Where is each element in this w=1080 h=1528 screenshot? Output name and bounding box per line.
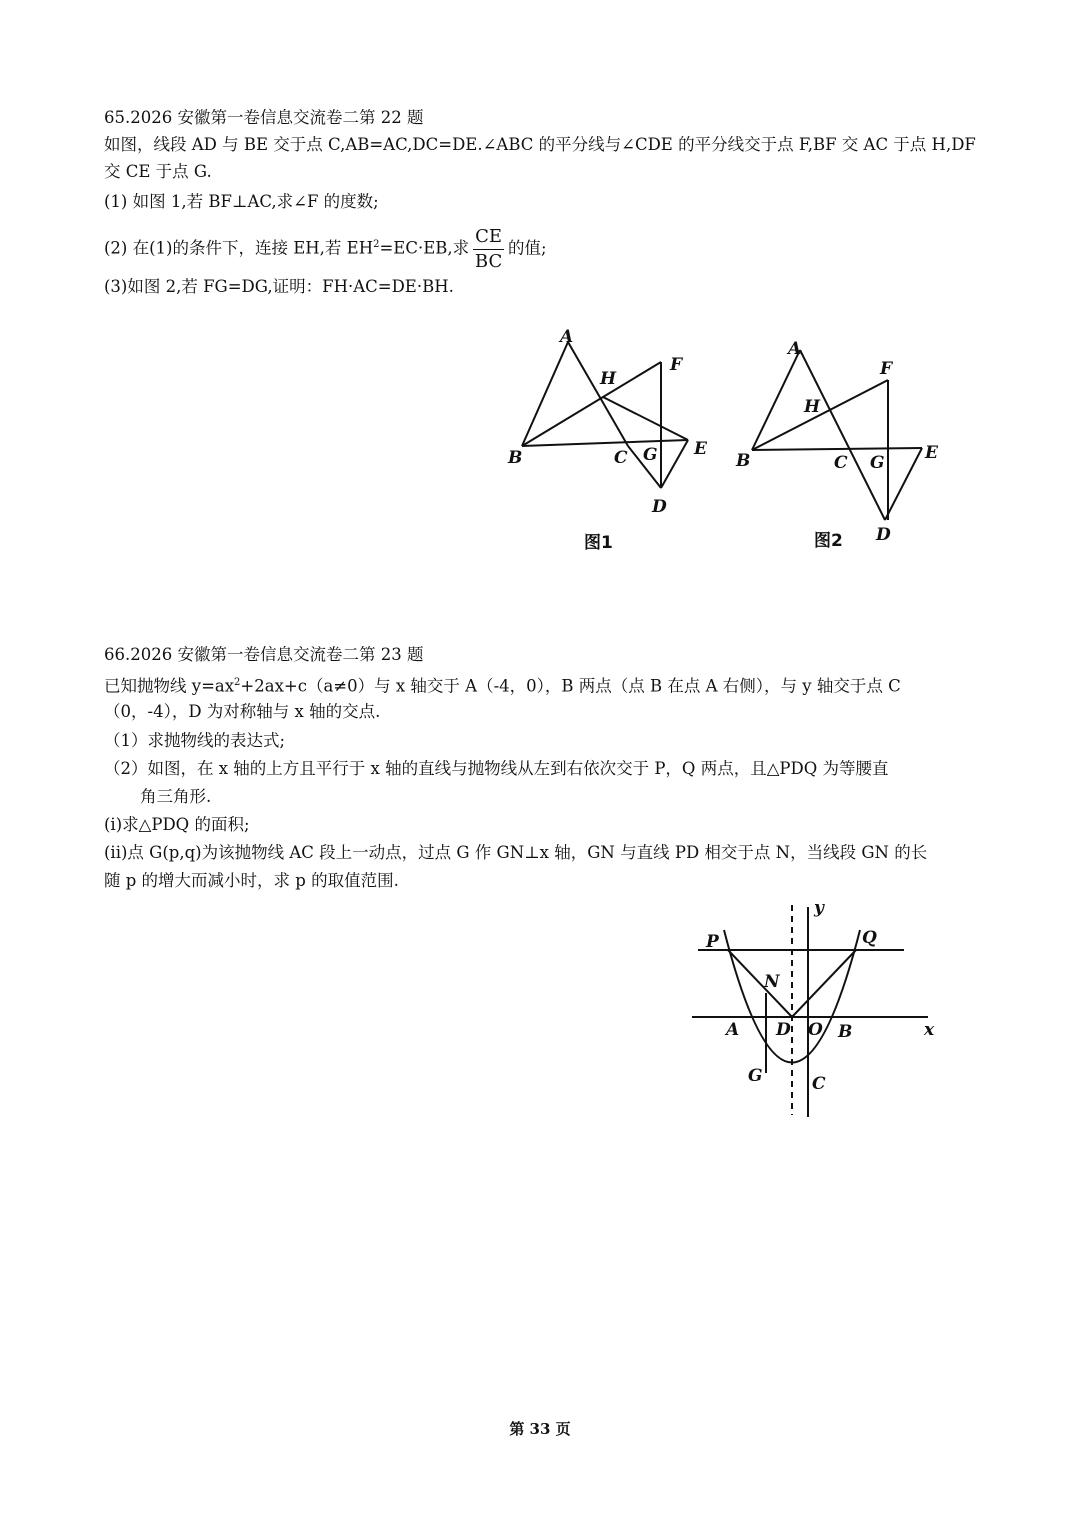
q65-part2 — [104, 222, 547, 272]
q66-stem-line2: （0，-4），D 为对称轴与 x 轴的交点. — [104, 702, 381, 721]
fig2-label-C: C — [834, 453, 848, 473]
q66-part1: （1）求抛物线的表达式; — [104, 731, 286, 750]
fig66-label-O: O — [808, 1020, 823, 1040]
fig2-label-G: G — [870, 453, 885, 473]
q65-figure2 — [730, 320, 960, 560]
q66-figure — [680, 895, 950, 1120]
q65-figure1 — [500, 320, 730, 560]
q66-stem-line1 — [104, 672, 901, 698]
fig66-label-x: x — [924, 1020, 935, 1040]
fig66-label-Q: Q — [862, 928, 877, 948]
fig1-label-C: C — [614, 448, 628, 468]
fig66-label-y: y — [814, 898, 824, 918]
fig1-label-A: A — [560, 327, 574, 347]
fig2-label-H: H — [804, 397, 821, 417]
fig2-caption: 图2 — [814, 531, 843, 551]
q65-stem-line2: 交 CE 于点 G. — [104, 162, 212, 181]
q65-part3: (3)如图 2,若 FG=DG,证明：FH·AC=DE·BH. — [104, 277, 454, 296]
fig66-label-A: A — [726, 1020, 740, 1040]
q66-stem-sup: 2 — [234, 677, 241, 688]
fig2-label-A: A — [788, 339, 802, 359]
fig1-label-B: B — [508, 448, 523, 468]
fig1-caption: 图1 — [584, 533, 613, 553]
fig66-label-C: C — [812, 1074, 826, 1094]
q66-title: 66.2026 安徽第一卷信息交流卷二第 23 题 — [104, 645, 424, 664]
fig66-label-D: D — [776, 1020, 791, 1040]
q66-stem-post: +2ax+c（a≠0）与 x 轴交于 A（-4，0），B 两点（点 B 在点 A 右侧），与 y 轴交于点 C — [240, 676, 901, 696]
q65-stem-line1: 如图，线段 AD 与 BE 交于点 C,AB=AC,DC=DE.∠ABC 的平分线与∠CDE 的平分线交于点 F,BF 交 AC 于点 H,DF — [104, 135, 976, 154]
q66-part2-line1: （2）如图，在 x 轴的上方且平行于 x 轴的直线与抛物线从左到右依次交于 P，Q 两点，且△PDQ 为等腰直 — [104, 759, 889, 778]
fig66-label-P: P — [706, 932, 719, 952]
fig1-label-D: D — [652, 497, 667, 517]
q65-part2-sup: 2 — [373, 239, 380, 250]
fig1-label-F: F — [670, 355, 683, 375]
page-number: 第 33 页 — [509, 1420, 571, 1438]
q65-part2-pre: (2) 在(1)的条件下，连接 EH,若 EH — [104, 238, 374, 258]
q66-part2-ii-line1: (ii)点 G(p,q)为该抛物线 AC 段上一动点，过点 G 作 GN⊥x 轴，GN 与直线 PD 相交于点 N，当线段 GN 的长 — [104, 843, 928, 862]
fig66-label-G: G — [748, 1066, 763, 1086]
fig2-label-F: F — [880, 359, 893, 379]
q65-part1: (1) 如图 1,若 BF⊥AC,求∠F 的度数; — [104, 192, 379, 211]
q66-part2-line2: 角三角形. — [140, 787, 212, 806]
fig2-label-E: E — [925, 443, 938, 463]
q66-part2-i: (i)求△PDQ 的面积; — [104, 815, 250, 834]
q65-title: 65.2026 安徽第一卷信息交流卷二第 22 题 — [104, 108, 424, 127]
q65-fraction-denominator: BC — [474, 250, 503, 272]
fig2-label-D: D — [876, 525, 891, 545]
q65-part2-mid: =EC·EB,求 — [379, 238, 470, 258]
fig66-label-B: B — [838, 1022, 853, 1042]
fig1-label-E: E — [694, 439, 707, 459]
fig1-label-H: H — [600, 369, 617, 389]
q66-part2-ii-line2: 随 p 的增大而减小时，求 p 的取值范围. — [104, 871, 399, 890]
q65-fraction-numerator: CE — [473, 227, 504, 250]
q65-fraction — [473, 227, 504, 272]
fig2-label-B: B — [736, 451, 751, 471]
q65-part2-post: 的值; — [508, 238, 547, 258]
fig66-label-N: N — [764, 972, 780, 992]
q66-stem-pre: 已知抛物线 y=ax — [104, 676, 235, 696]
fig1-label-G: G — [643, 445, 658, 465]
